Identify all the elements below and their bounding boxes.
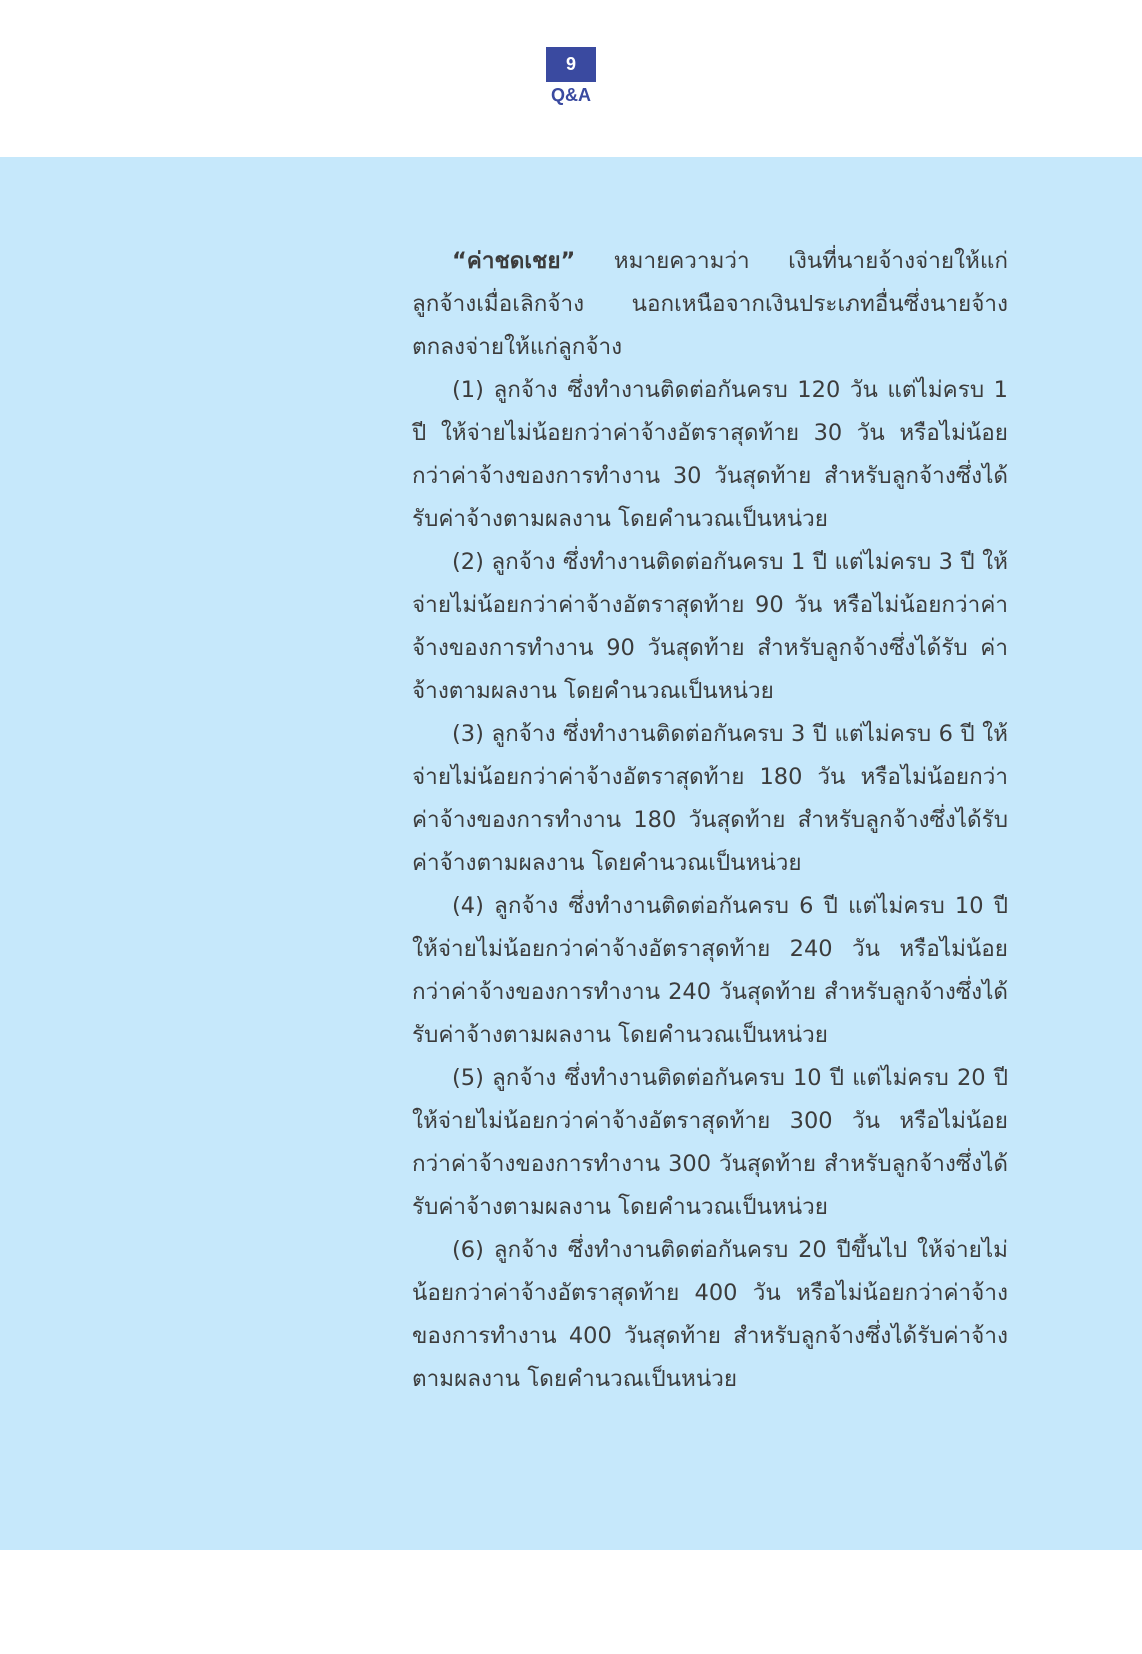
severance-item-6: (6) ลูกจ้าง ซึ่งทำงานติดต่อกันครบ 20 ปีขึ้นไป ให้จ่ายไม่น้อยกว่าค่าจ้างอัตราสุดท้าย 400 วัน หรือไม่น้อยกว่าค่าจ้างของการทำงาน 400 วันสุดท้าย สำหรับลูกจ้างซึ่งได้รับค่าจ้างตามผลงาน โดยคำนวณเป็นหน่วย xyxy=(412,1237,1008,1392)
definition-intro: หมายความว่า เงินที่นายจ้างจ่ายให้แก่ลูกจ้างเมื่อเลิกจ้าง นอกเหนือจากเงินประเภทอื่นซึ่งนายจ้างตกลงจ่ายให้แก่ลูกจ้าง xyxy=(412,248,1008,360)
page-header xyxy=(0,0,1142,157)
severance-item-5: (5) ลูกจ้าง ซึ่งทำงานติดต่อกันครบ 10 ปี แต่ไม่ครบ 20 ปี ให้จ่ายไม่น้อยกว่าค่าจ้างอัตราสุดท้าย 300 วัน หรือไม่น้อยกว่าค่าจ้างของการทำงาน 300 วันสุดท้าย สำหรับลูกจ้างซึ่งได้รับค่าจ้างตามผลงาน โดยคำนวณเป็นหน่วย xyxy=(412,1065,1008,1220)
definition-text-block xyxy=(412,240,1008,1401)
severance-item-3: (3) ลูกจ้าง ซึ่งทำงานติดต่อกันครบ 3 ปี แต่ไม่ครบ 6 ปี ให้จ่ายไม่น้อยกว่าค่าจ้างอัตราสุดท้าย 180 วัน หรือไม่น้อยกว่าค่าจ้างของการทำงาน 180 วันสุดท้าย สำหรับลูกจ้างซึ่งได้รับค่าจ้างตามผลงาน โดยคำนวณเป็นหน่วย xyxy=(412,721,1008,876)
severance-item-4: (4) ลูกจ้าง ซึ่งทำงานติดต่อกันครบ 6 ปี แต่ไม่ครบ 10 ปี ให้จ่ายไม่น้อยกว่าค่าจ้างอัตราสุดท้าย 240 วัน หรือไม่น้อยกว่าค่าจ้างของการทำงาน 240 วันสุดท้าย สำหรับลูกจ้างซึ่งได้รับค่าจ้างตามผลงาน โดยคำนวณเป็นหน่วย xyxy=(412,893,1008,1048)
defined-term: “ค่าชดเชย” xyxy=(452,248,576,274)
section-label: Q&A xyxy=(551,85,591,105)
page-number-badge: 9 xyxy=(546,47,596,82)
severance-item-2: (2) ลูกจ้าง ซึ่งทำงานติดต่อกันครบ 1 ปี แต่ไม่ครบ 3 ปี ให้จ่ายไม่น้อยกว่าค่าจ้างอัตราสุดท้าย 90 วัน หรือไม่น้อยกว่าค่าจ้างของการทำงาน 90 วันสุดท้าย สำหรับลูกจ้างซึ่งได้รับ ค่าจ้างตามผลงาน โดยคำนวณเป็นหน่วย xyxy=(412,549,1008,704)
severance-item-1: (1) ลูกจ้าง ซึ่งทำงานติดต่อกันครบ 120 วัน แต่ไม่ครบ 1 ปี ให้จ่ายไม่น้อยกว่าค่าจ้างอัตราสุดท้าย 30 วัน หรือไม่น้อยกว่าค่าจ้างของการทำงาน 30 วันสุดท้าย สำหรับลูกจ้างซึ่งได้รับค่าจ้างตามผลงาน โดยคำนวณเป็นหน่วย xyxy=(412,377,1008,532)
definition-paragraph xyxy=(412,240,1008,369)
